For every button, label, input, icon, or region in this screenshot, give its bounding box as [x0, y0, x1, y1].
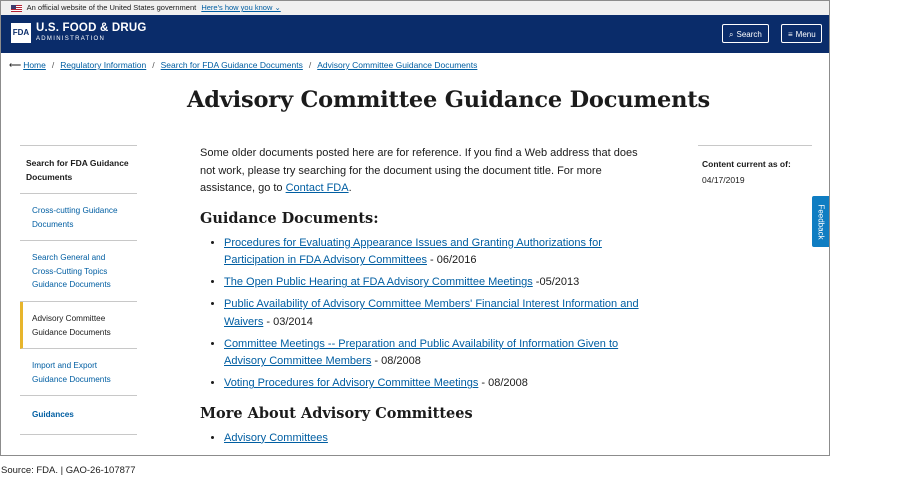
document-link[interactable]: Voting Procedures for Advisory Committee Meetings: [224, 377, 479, 390]
content-info: [698, 145, 812, 185]
page-title: Advisory Committee Guidance Documents: [187, 87, 710, 113]
heres-how-you-know-link[interactable]: Here's how you know ⌄: [201, 3, 281, 12]
sidebar-item-guidances[interactable]: Guidances: [20, 396, 137, 435]
sidebar-item-import-export[interactable]: Import and Export Guidance Documents: [20, 349, 137, 396]
breadcrumb-search-guidance[interactable]: Search for FDA Guidance Documents: [160, 60, 303, 70]
hamburger-icon: ≡: [788, 30, 793, 39]
content-current-date: 04/17/2019: [702, 175, 745, 185]
sidebar-heading[interactable]: Search for FDA Guidance Documents: [20, 146, 137, 194]
main-content: [200, 145, 640, 452]
arrow-left-icon: ⟵: [9, 60, 22, 70]
document-link[interactable]: The Open Public Hearing at FDA Advisory Committee Meetings: [224, 276, 533, 289]
list-item: [224, 274, 640, 292]
menu-button[interactable]: [781, 24, 822, 43]
logo-title[interactable]: U.S. FOOD & DRUG: [36, 22, 147, 34]
sidebar-item-advisory-committee[interactable]: Advisory Committee Guidance Documents: [20, 302, 137, 349]
content-current-label: Content current as of:: [702, 159, 791, 169]
menu-button-label: Menu: [795, 30, 816, 39]
search-icon: ⌕: [729, 30, 734, 39]
more-links-list: [200, 430, 640, 448]
list-item: [224, 296, 640, 331]
feedback-label: Feedback: [816, 203, 826, 240]
document-link[interactable]: Committee Meetings -- Preparation and Public Availability of Information Given to Advisory Committee Members: [224, 337, 619, 368]
advisory-committees-link[interactable]: Advisory Committees: [224, 431, 328, 444]
list-item: [224, 235, 640, 270]
document-date: -05/2013: [532, 276, 580, 289]
gov-banner-text: An official website of the United States government: [26, 3, 197, 12]
list-item: [224, 430, 640, 448]
breadcrumb-regulatory-information[interactable]: Regulatory Information: [60, 60, 147, 70]
breadcrumb-home[interactable]: Home: [23, 60, 46, 70]
document-link[interactable]: Procedures for Evaluating Appearance Issues and Granting Authorizations for Participation in FDA Advisory Committees: [224, 236, 602, 267]
search-button-label: Search: [736, 30, 762, 39]
site-header: [1, 15, 829, 53]
source-note: Source: FDA. | GAO-26-107877: [1, 465, 136, 476]
contact-fda-link[interactable]: Contact FDA: [285, 182, 349, 195]
logo-subtitle: ADMINISTRATION: [36, 36, 106, 42]
breadcrumb: ⟵ Home / Regulatory Information / Search for FDA Guidance Documents / Advisory Committee Guidance Documents: [9, 60, 478, 70]
guidance-documents-heading: Guidance Documents:: [200, 209, 379, 227]
fda-logo-icon[interactable]: FDA: [11, 23, 31, 43]
guidance-documents-list: [200, 235, 640, 393]
search-button[interactable]: [722, 24, 769, 43]
sidebar-item-search-general[interactable]: Search General and Cross-Cutting Topics Guidance Documents: [20, 241, 137, 302]
feedback-tab[interactable]: [812, 196, 830, 247]
document-link[interactable]: Public Availability of Advisory Committee Members' Financial Interest Information and Waivers: [224, 298, 639, 328]
document-date: - 08/2008: [478, 377, 528, 390]
sidebar-item-cross-cutting[interactable]: Cross-cutting Guidance Documents: [20, 194, 137, 241]
document-date: - 06/2016: [426, 254, 477, 267]
sidebar-nav: [20, 145, 137, 435]
gov-banner: [1, 1, 829, 15]
us-flag-icon: [11, 5, 22, 12]
breadcrumb-advisory-committee[interactable]: Advisory Committee Guidance Documents: [317, 60, 478, 70]
list-item: [224, 336, 640, 371]
document-date: - 03/2014: [263, 315, 313, 328]
more-about-heading: More About Advisory Committees: [200, 404, 473, 422]
intro-paragraph: Some older documents posted here are for reference. If you find a Web address that does not work, please try searching for the document using the document title. For more assistance, go to Contact FDA.: [200, 147, 638, 195]
intro-text: Some older documents posted here are for reference. If you find a Web address that does not work, please try searching for the document using the document title. For more assistance, go to: [200, 147, 638, 195]
document-date: - 08/2008: [371, 355, 421, 368]
list-item: [224, 375, 640, 393]
